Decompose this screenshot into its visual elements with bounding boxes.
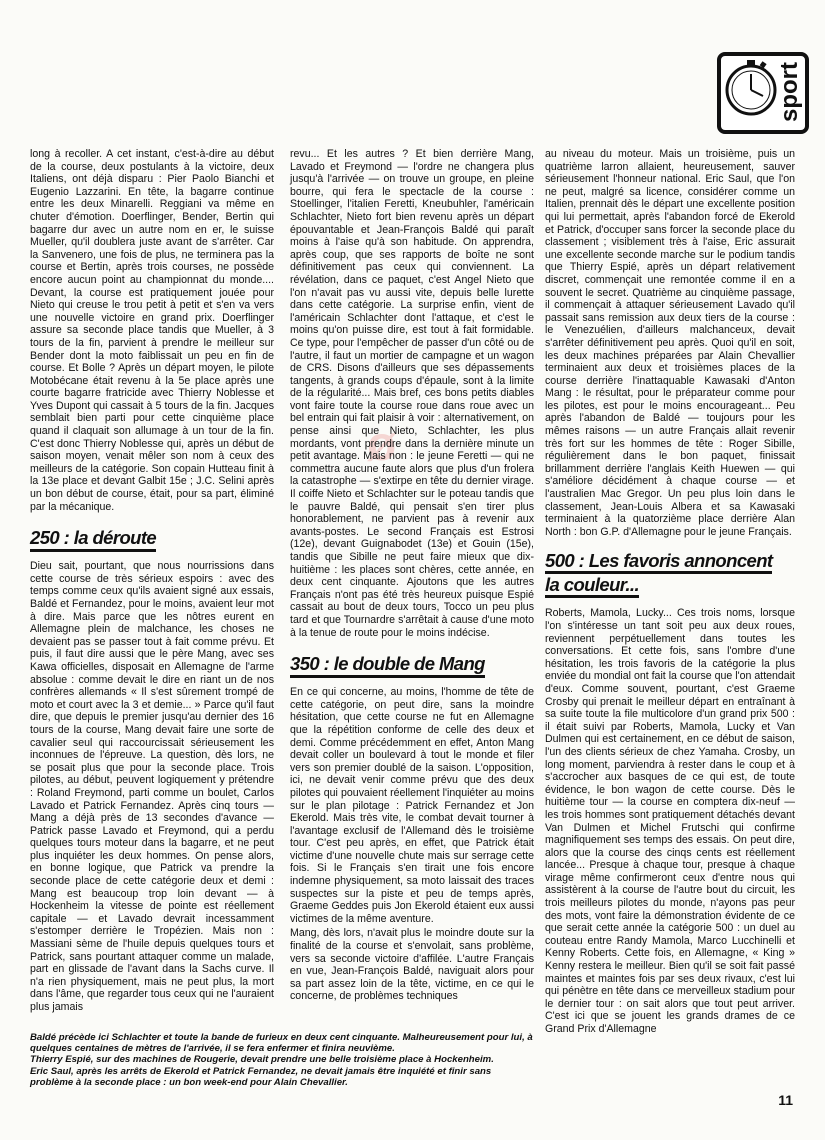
sport-stopwatch-logo <box>717 52 809 134</box>
heading-line-1: 500 : Les favoris annoncent <box>545 550 772 574</box>
paragraph: En ce qui concerne, au moins, l'homme de tête de cette catégorie, on peut dire, sans la moindre hésitation, que cette course ne fut en Allemagne que la répétition conforme de celle des deux et demi. Comme précédemment en effet, Anton Mang devait coller un boulevard à tout le monde et filer vers son premier doublé de la saison. L'opposition, ici, ne devait venir comme prévu que des deux pilotes qui pouvaient réellement l'inquiéter au moins sur le plan pilotage : Patrick Fernandez et Jon Ekerold. Mais très vite, le combat devait tourner à l'avantage exclusif de l'Allemand dès le troisième tour. C'est peu après, en effet, que Patrick était victime d'une nouvelle chute mais sur serrage cette fois. Si le Français s'en tirait une fois encore indemne physiquement, sa moto laissait des traces suspectes sur la piste et peu de temps après, Graeme Geddes puis Jon Ekerold étaient eux aussi victimes de la même aventure. <box>290 686 534 925</box>
caption-line: Thierry Espié, sur des machines de Rougerie, devait prendre une belle troisième place à Hockenheim. <box>30 1054 494 1066</box>
paragraph: Mang, dès lors, n'avait plus le moindre doute sur la finalité de la course et s'envolait, sans problème, vers sa seconde victoire d'affilée. L'autre Français en vue, Jean-François Baldé, naviguait alors pour sa part assez loin de la tête, victime, en ce qui le concerne, de problèmes techniques <box>290 927 534 1003</box>
column-3 <box>545 148 795 1080</box>
svg-text:ø: ø <box>367 418 397 471</box>
paragraph: au niveau du moteur. Mais un troisième, puis un quatrième larron allaient, heureusement, sauver sérieusement l'honneur national. Eric Saul, que l'on ne peut, malgré sa licence, considérer comme un Italien, prennait dès le départ une excellente position qui lui permettait, après l'abandon forcé de Ekerold et Patrick, d'occuper sans forcer la seconde place du classement ; visiblement très à l'aise, Eric assurait une excellente seconde marche sur le podium tandis que Thierry Espié, après un départ relativement discret, commençait une remontée comme il en a souvent le secret. Quatrième au cinquième passage, il commençait à attaquer sérieusement Lavado qu'il passait sans remission aux deux tiers de la course : le Venezuélien, d'ailleurs malchanceux, devait s'arrêter définitivement peu après. Quoi qu'il en soit, les deux machines préparées par Alain Chevallier terminaient aux deux et troisièmes places de la course derrière l'inattaquable Kawasaki d'Anton Mang : le résultat, pour le préparateur comme pour les pilotes, est pour le moins encourageant... Peu après l'abandon de Baldé — toujours pour les mêmes raisons — un autre Français allait revenir très fort sur les hommes de tête : Roger Sibille, régulièrement dans le bon paquet, finissait brillamment derrière l'anglais Keith Huewen — qui s'améliore décidément à chaque course — et l'australien Mac Gregor. Un peu plus loin dans le classement, Jean-Louis Albera et sa Kawasaki terminaient à la quatorzième place derrière Alan North : bon G.P. d'Allemagne pour le jeune Français. <box>545 148 795 538</box>
paragraph: Roberts, Mamola, Lucky... Ces trois noms, lorsque l'on s'intéresse un tant soit peu aux deux roues, reviennent perpétuellement dans toutes les conversations. Et cette fois, sans l'ombre d'une hésitation, les trois favoris de la catégorie la plus enviée du mondial ont fait la course que l'on attendait d'eux. Comme souvent, pourtant, c'est Graeme Crosby qui prenait le meilleur départ en entraînant à sa suite toute la file multicolore d'un grand prix 500 : il était suivi par Roberts, Mamola, Lucky et Van Dulmen qui est certainement, en ce début de saison, l'un des clients sérieux de chez Yamaha. Crosby, un long moment, parviendra à rester dans le coup et à s'accrocher aux basques de ce qui est, de toute évidence, le bon wagon de cette course. Dès le huitième tour — la course en comptera dix-neuf — les trois hommes sont pratiquement détachés devant Van Dulmen et Michel Frutschi qui confirme magnifiquement ses temps des essais. On peut dire, alors que la course des cinqs cents est réellement lancée... Presque à chaque tour, presque à chaque virage même confirmeront ceux d'entre nous qui assistèrent à la course de l'autre bout du circuit, les trois meilleurs pilotes du monde, n'ayons pas peur des mots, vont faire la démonstration évidente de ce que serait cette année la catégorie 500 : un duel au couteau entre Randy Mamola, Marco Lucchinelli et Kenny Roberts. Cette fois, en Allemagne, « King » Kenny restera le meilleur. Bien qu'il se soit fait passé maintes et maintes fois par ses deux rivaux, c'est lui qui pénètre en tête dans ce merveilleux stadium pour le dernier tour : on sait alors que tout peut arriver. C'est ici que se jouent les grands drames de ce Grand Prix d'Allemagne <box>545 607 795 1035</box>
photo-caption <box>30 1032 536 1088</box>
column-2 <box>290 148 534 1003</box>
caption-line: Baldé précède ici Schlachter et toute la bande de furieux en deux cent cinquante. Malheureusement pour lui, à quelques centaines de mètres de l'arrivée, il se fera enfermer et finira neuvième. <box>30 1032 533 1055</box>
paragraph: revu... Et les autres ? Et bien derrière Mang, Lavado et Freymond — l'ordre ne changera plus jusqu'à l'arrivée — on trouve un groupe, en pleine bourre, qui fera le spectacle de la course : Stoellinger, l'italien Feretti, Kneubuhler, l'américain Schlachter, Nieto fort bien revenu après un départ épouvantable et Jean-François Baldé qui paraît moins à l'aise qu'à son habitude. On apprendra, après coup, que ses rapports de boîte ne sont définitivement pas ceux qui conviennent. La révélation, dans ce paquet, c'est Angel Nieto que l'on n'avait pas vu aussi vite, depuis belle lurette dans cette catégorie. La surprise enfin, vient de l'américain Schlachter dont l'attaque, et c'est le moins qu'on puisse dire, est tout à fait formidable. Ce type, pour l'empêcher de passer d'un côté ou de l'autre, il faut un mortier de campagne et un wagon de CRS. Disons d'ailleurs que ses dépassements tangents, à grands coups d'épaule, sont à la limite de la régularité... Mais bref, ces bons petits diables vont faire toute la course roue dans roue avec un bel entrain qui fait plaisir à voir : alternativement, on pense ainsi que Nieto, Schlachter, les plus mordants, vont prendre dans la dernière minute un petit avantage. Mais non : le jeune Feretti — qui ne commettra aucune faute alors que plus d'un frolera la catastrophe — s'extirpe en tête du dernier virage. Il coiffe Nieto et Schlachter sur le poteau tandis que le pauvre Baldé, qui pensait s'en tirer plus honorablement, ne parvient pas à revenir aux avants-postes. Le second Français est Estrosi (12e), devant Guignabodet (13e) et Gouin (15e), tandis que Sibille ne peut faire mieux que dix-huitième : les places sont chères, cette année, en deux cent cinquante. Ajoutons que les autres Français n'ont pas été très heureux puisque Espié cassait au bout de deux tours, Tocco un peu plus tard et que Tournardre s'arrêtait à cause d'une moto à la tenue de route pour le moins indécise. <box>290 148 534 639</box>
caption-line: Eric Saul, après les arrêts de Ekerold et Patrick Fernandez, ne devait jamais être inquiété et finir sans problème à la seconde place : un bon week-end pour Alain Chevallier. <box>30 1065 492 1088</box>
logo-word: sport <box>776 62 803 122</box>
section-heading-500 <box>545 550 795 599</box>
section-heading-350: 350 : le double de Mang <box>290 653 485 678</box>
paragraph: Dieu sait, pourtant, que nous nourrissions dans cette course de très sérieux espoirs : avec des temps comme ceux qu'ils avaient signé aux essais, Baldé et Fernandez, pour le moins, avaient leur mot à dire. Mais parce que les nôtres eurent en Allemagne plein de malchance, les choses ne devaient pas se passer tout à fait comme prévu. Et puis, il faut dire aussi que le père Mang, avec ses Kawa officielles, disposait en Allemagne de l'arme absolue : comme devait le dire en riant un de nos confrères allemands « Il s'est sûrement trompé de moto et court avec la 3 et demie... » Parce qu'il faut dire, que depuis le premier jusqu'au dernier des 16 tours de la course, Mang devait faire une sorte de cavalier seul qui raccourcissait sérieusement les inconnues de l'épreuve. La question, dès lors, ne se posait plus que pour la seconde place. Trois pilotes, au début, peuvent logiquement y prétendre : Roland Freymond, parti comme un boulet, Carlos Lavado et Patrick Fernandez. Après cinq tours — Mang a déjà près de 13 secondes d'avance — Patrick passe Lavado et Freymond, qui a perdu quelques tours moteur dans la bagarre, et ne peut plus inquiéter les deux hommes. On pense alors, en bonne logique, que Patrick va prendre la seconde place de cette catégorie deux et demi : Mang est beaucoup trop loin devant — à Hockenheim la vitesse de pointe est réellement capitale — et Lavado devrait incessamment s'estomper derrière le Tropézien. Mais non : Massiani sème de l'huile depuis quelques tours et Patrick, sans pourtant attaquer comme un malade, part en glissade de l'avant dans la Sachs curve. Il n'a rien physiquement, mais ne peut plus, la mort dans l'âme, que regarder tous ceux qui ne l'auraient plus jamais <box>30 560 274 1013</box>
section-heading-250: 250 : la déroute <box>30 527 156 552</box>
column-1 <box>30 148 274 1013</box>
paragraph: long à recoller. A cet instant, c'est-à-dire au début de la course, deux postulants à la victoire, deux Italiens, ont déjà disparu : Pier Paolo Bianchi et Eugenio Lazzarini. En tête, la bagarre continue entre les deux Minarelli. Reggiani va même en chuter d'émotion. Doerflinger, Bender, Bertin qui bagarre dur avec un autre nom en er, le suisse Mueller, qu'il doublera juste avant de s'arrêter. Car la Sanvenero, une fois de plus, ne terminera pas la course et Bertin, après trois courses, ne possède encore aucun point au championnat du monde.... Devant, la course est pratiquement jouée pour Nieto qui creuse le trou petit à petit et s'en va vers une nouvelle victoire en grand prix. Doerflinger assure sa seconde place tandis que Mueller, à 3 tours de la fin, parvient à prendre le meilleur sur Bender dont la moto faiblissait un peu en fin de course. Et Bolle ? Après un départ moyen, le pilote Motobécane était revenu à la 5e place après une courte bagarre fratricide avec Thierry Noblesse et Yves Dupont qui cassait à 5 tours de la fin. Jacques semblait bien parti pour cette cinquième place quand il claquait son allumage à un tour de la fin. C'est donc Thierry Noblesse qui, après un début de saison moyen, venait mêler son nom à ceux des meilleurs de la catégorie. Son copain Hutteau finit à la 13e place et devant Galbit 15e ; J.C. Selini après un bon début de course, était, pour sa part, éliminé par la mécanique. <box>30 148 274 513</box>
page-number: 11 <box>778 1092 793 1108</box>
heading-line-2: la couleur... <box>545 574 639 598</box>
